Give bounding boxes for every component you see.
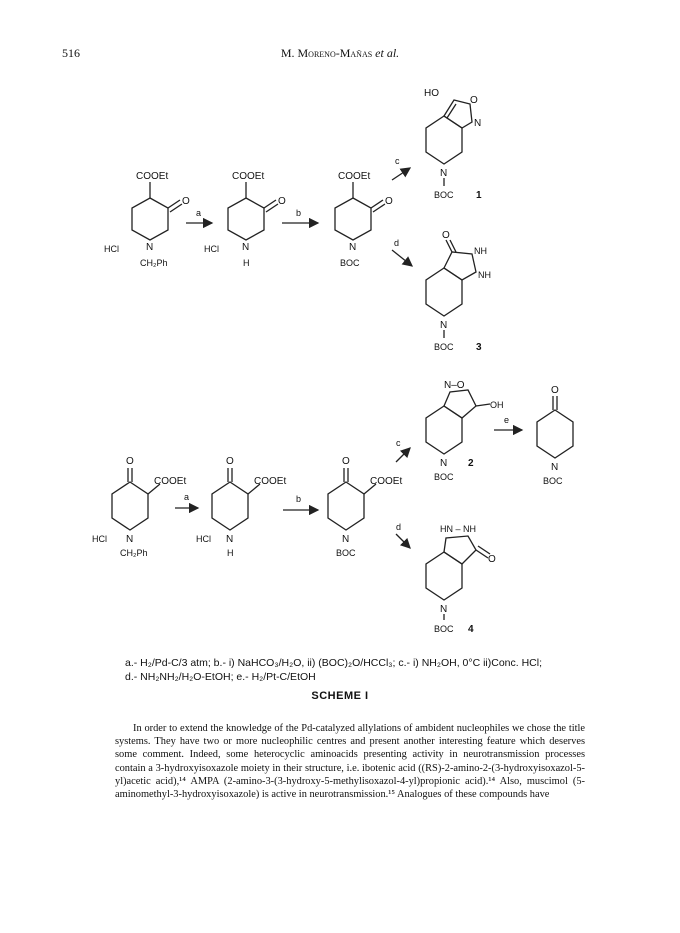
row1-label-c: c (395, 156, 400, 166)
product-2-boc: BOC (434, 472, 454, 482)
product-2 (426, 380, 504, 482)
row2-label-b: b (296, 494, 302, 504)
row1-intermediate-compound (204, 171, 286, 268)
row1-int-nitrogen: N (242, 242, 250, 253)
product-3 (426, 230, 491, 353)
row1-start-oxygen: O (182, 196, 190, 207)
row2-boc-compound (328, 456, 402, 558)
row2-start-salt: HCl (92, 534, 107, 544)
row1-boc-nitrogen: N (349, 242, 357, 253)
product-1-number: 1 (476, 190, 482, 201)
final-piperidone (537, 385, 573, 486)
row2-start-nitrogen: N (126, 534, 134, 545)
row1-start-salt: HCl (104, 244, 119, 254)
product-2-n-o: N–O (444, 380, 465, 391)
row1-arrow-c (392, 168, 410, 180)
product-4-ring-n: N (440, 604, 448, 615)
row2-arrow-d (396, 534, 410, 548)
row2-boc-n-group: BOC (336, 548, 356, 558)
body-text (115, 722, 585, 801)
running-head (0, 46, 680, 61)
product-2-hydroxy: OH (490, 400, 504, 410)
row1-int-n-group: H (243, 258, 250, 268)
body-paragraph: In order to extend the knowledge of the Pd-catalyzed allylations of ambident nucleophiles we chose the title systems. They have two or more nucleophilic centres and present another interesting feature which deserves some comment. Indeed, some heterocyclic aminoacids presenting activity in neurotransmission processes contain a 3-hydroxyisoxazole moiety in their structure, i.e. ibotenic acid ((RS)-2-amino-2-(3-hydroxyisoxazol-5-yl)acetic acid),¹⁴ AMPA (2-amino-3-(3-hydroxy-5-methylisoxazol-4-yl)propionic acid).¹⁴ Also, muscimol (5-aminomethyl-3-hydroxyisoxazole) is active in neurotransmission.¹⁵ Analogues of these compounds have (115, 723, 585, 801)
row2-boc-substituent: COOEt (370, 476, 403, 487)
legend-line-1: a.- H₂/Pd-C/3 atm; b.- i) NaHCO₃/H₂O, ii) (BOC)₂O/HCCl₃; c.- i) NH₂OH, 0°C ii)Conc. HCl; (125, 657, 543, 669)
running-head-authors: M. Moreno-Mañas (280, 46, 373, 60)
product-1-hydroxy: HO (424, 88, 439, 99)
product-1-ring-n: N (440, 168, 448, 179)
product-3-number: 3 (476, 342, 482, 353)
final-oxygen: O (551, 385, 559, 396)
product-2-number: 2 (468, 458, 474, 469)
row2-arrow-c (396, 448, 410, 462)
row2-label-c: c (396, 438, 401, 448)
row2-int-n-group: H (227, 548, 234, 558)
row1-boc-n-group: BOC (340, 258, 360, 268)
row2-start-compound (92, 456, 186, 558)
scheme-title: SCHEME I (311, 690, 369, 702)
row2-int-substituent: COOEt (254, 476, 287, 487)
reaction-scheme (0, 80, 680, 640)
product-4-boc: BOC (434, 624, 454, 634)
product-4-oxygen: O (488, 554, 496, 565)
row1-start-nitrogen: N (146, 242, 154, 253)
row2-start-substituent: COOEt (154, 476, 187, 487)
product-3-ring-n: N (440, 320, 448, 331)
row2-intermediate-compound (196, 456, 286, 558)
row2-int-salt: HCl (196, 534, 211, 544)
product-4 (426, 524, 496, 635)
row1-label-d: d (394, 238, 400, 248)
row1-arrow-d (392, 250, 412, 266)
final-boc: BOC (543, 476, 563, 486)
scheme-legend (125, 656, 595, 684)
row1-int-oxygen: O (278, 196, 286, 207)
row1-label-a: a (196, 208, 202, 218)
row1-int-substituent: COOEt (232, 171, 265, 182)
legend-line-2: d.- NH₂NH₂/H₂O-EtOH; e.- H₂/Pt-C/EtOH (125, 671, 316, 683)
row1-start-substituent: COOEt (136, 171, 169, 182)
row1-boc-oxygen: O (385, 196, 393, 207)
row2-start-n-group: CH₂Ph (120, 548, 148, 558)
page-number: 516 (62, 46, 80, 60)
product-1-boc: BOC (434, 190, 454, 200)
row1-int-salt: HCl (204, 244, 219, 254)
product-1 (424, 88, 482, 201)
row2-boc-oxygen: O (342, 456, 350, 467)
row1-start-n-group: CH₂Ph (140, 258, 168, 268)
product-3-nh-2: NH (478, 270, 491, 280)
product-3-oxygen: O (442, 230, 450, 241)
row2-label-a: a (184, 492, 190, 502)
running-head-etal: et al. (375, 46, 400, 60)
row1-start-compound (104, 171, 190, 268)
row1-label-b: b (296, 208, 302, 218)
row2-label-e: e (504, 415, 510, 425)
row2-start-oxygen: O (126, 456, 134, 467)
final-nitrogen: N (551, 462, 559, 473)
row1-boc-compound (335, 171, 393, 268)
row1-boc-substituent: COOEt (338, 171, 371, 182)
product-3-boc: BOC (434, 342, 454, 352)
row2-int-oxygen: O (226, 456, 234, 467)
product-4-number: 4 (468, 624, 474, 635)
product-3-nh-1: NH (474, 246, 487, 256)
product-1-oxygen: O (470, 95, 478, 106)
row2-boc-nitrogen: N (342, 534, 350, 545)
product-1-nitrogen: N (474, 118, 482, 129)
row2-int-nitrogen: N (226, 534, 234, 545)
product-4-hn-nh: HN – NH (440, 524, 477, 534)
product-2-ring-n: N (440, 458, 448, 469)
row2-label-d: d (396, 522, 402, 532)
